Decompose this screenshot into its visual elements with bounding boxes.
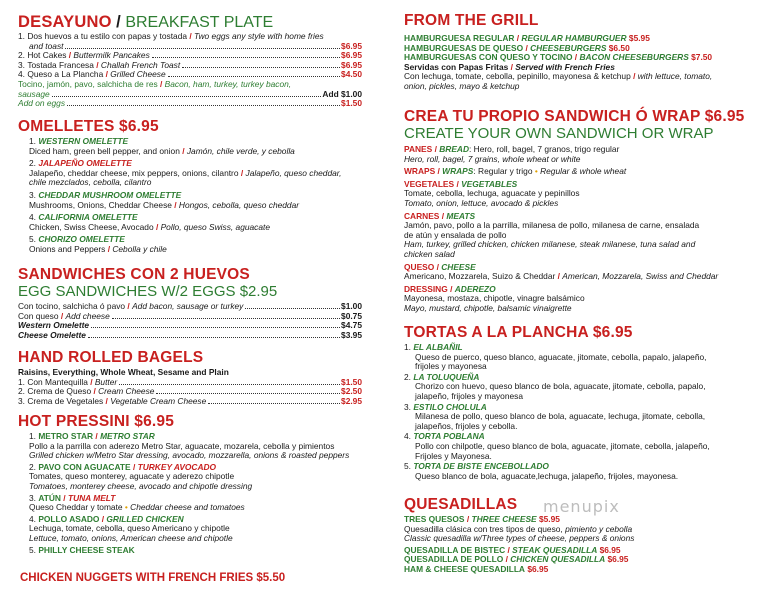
item-desc-cont: jalapeño, frijoles y mayonesa — [415, 390, 524, 401]
breakfast-title — [18, 13, 273, 32]
group-l1: Mayonesa, mostaza, chipotle, vinagre balsámico — [404, 293, 585, 304]
item-number: 4. — [18, 69, 25, 80]
item-desc: Onions and Peppers / Cebolla y chile — [29, 243, 167, 254]
group-l1b: American, Mozzarela, Swiss and Cheddar — [562, 271, 719, 282]
item-number: 2. — [29, 461, 36, 472]
grill-title: FROM THE GRILL — [404, 12, 539, 29]
group-es: DRESSING — [404, 283, 448, 294]
item-number: 3. — [18, 395, 25, 406]
item-name: CALIFORNIA OMELETTE — [38, 212, 138, 223]
item-number: 2. — [404, 371, 411, 382]
pressini-title: HOT PRESSINI $6.95 — [18, 413, 175, 430]
item-price: $4.50 — [341, 69, 362, 80]
list-item: 2. PAVO CON AGUACATE / TURKEY AVOCADO — [29, 461, 217, 472]
item-name-en: TURKEY AVOCADO — [137, 461, 217, 472]
list-item: HAMBURGUESA REGULAR / REGULAR HAMBURGUER $5.95 — [404, 33, 650, 43]
item-name-es: QUESADILLA DE POLLO — [404, 554, 504, 565]
egg-sandwiches-title: SANDWICHES CON 2 HUEVOS — [18, 266, 250, 283]
item-desc-en: Cheddar cheese and tomatoes — [130, 502, 245, 513]
list-item: Con tocino, salchicha ó pavo / Add bacon, sausage or turkey $1.00 — [18, 301, 362, 311]
item-name-en: CHICKEN QUESADILLA — [510, 554, 606, 565]
group-es: CARNES — [404, 210, 440, 221]
item-number: 2. — [18, 50, 25, 61]
item-desc: Jalapeño, cheddar cheese, mix peppers, onions, cilantro / Jalapeño, queso cheddar, — [29, 167, 342, 178]
bagels-list — [18, 368, 362, 406]
item-desc-es: Quesadilla clásica con tres tipos de queso, — [404, 523, 563, 534]
group-es: WRAPS — [404, 166, 436, 177]
item-desc: Queso de puerco, queso blanco, aguacate, jitomate, cebolla, papalo, jalapeño, — [415, 351, 707, 362]
item-desc-es: Lechuga, tomate, cebolla, queso Americano y chipotle — [29, 523, 230, 534]
group-l1-cont: de atún y ensalada de pollo — [404, 229, 507, 240]
item-name-es: Dos huevos a tu estilo con papas y tostada — [27, 31, 188, 41]
bagels-title: HAND ROLLED BAGELS — [18, 349, 204, 366]
omelettes-title: OMELLETES $6.95 — [18, 118, 159, 135]
item-name: TORTA DE BISTE ENCEBOLLADO — [413, 461, 549, 472]
group-l1b: Regular & whole wheat — [540, 166, 627, 177]
addon-price: Add $1.00 — [322, 88, 362, 99]
group-en: ADEREZO — [454, 283, 496, 294]
item-desc-en: Lettuce, tomato, onions, American cheese and chipotle — [29, 532, 233, 543]
item-price: $6.95 — [599, 544, 621, 555]
item-price: $6.95 — [341, 40, 362, 51]
create-list — [404, 145, 752, 314]
tortas-title: TORTAS A LA PLANCHA $6.95 — [404, 324, 633, 341]
quesadillas-list — [404, 515, 752, 575]
item-price: $2.95 — [341, 395, 362, 406]
group-l1: Regular y trigo — [478, 166, 533, 177]
item-name-en: Buttermilk Pancakes — [73, 50, 150, 61]
group-en: CHEESE — [441, 261, 476, 272]
breakfast-list — [18, 32, 362, 109]
item-name-es: Cheese Omelette — [18, 329, 86, 340]
desc-es: Onions and Peppers — [29, 243, 106, 254]
desc-en: Jamón, chile verde, y cebolla — [186, 145, 295, 156]
item-name-es: ATÚN — [38, 492, 61, 503]
item-price: $2.50 — [341, 386, 362, 397]
item-number: 1. — [404, 342, 411, 352]
group-header: DRESSING / ADEREZO — [404, 283, 496, 294]
group-l2: Hero, roll, bagel, 7 grains, whole wheat or white — [404, 153, 581, 164]
grill-toppings: Con lechuga, tomate, cebolla, pepinillo, mayonesa & ketchup / with lettuce, tomato, — [404, 71, 713, 82]
item-number: 3. — [404, 401, 411, 412]
item-name-en: REGULAR HAMBURGUER — [521, 33, 627, 43]
list-item — [18, 331, 362, 341]
item-name: CHEDDAR MUSHROOM OMELETTE — [38, 189, 182, 200]
group-l2: Tomato, onion, lettuce, avocado & pickles — [404, 197, 559, 208]
desc-es: Chicken, Swiss Cheese, Avocado — [29, 221, 154, 232]
item-name-es: Queso a La Plancha — [27, 69, 104, 80]
item-name-en: Grilled Cheese — [110, 69, 166, 80]
item-price: $3.95 — [341, 329, 362, 340]
list-item: 4. POLLO ASADO / GRILLED CHICKEN — [29, 513, 184, 524]
group-es: VEGETALES — [404, 178, 455, 189]
group-l1: Americano, Mozzarela, Suizo & Cheddar — [404, 271, 556, 282]
desc-en: Cebolla y chile — [112, 243, 167, 254]
item-name-es: HAMBURGUESAS DE QUESO — [404, 42, 524, 53]
item-price: $1.50 — [341, 376, 362, 387]
served-en: Served with French Fries — [515, 61, 615, 72]
item-name-en: Vegetable Cream Cheese — [110, 395, 207, 406]
egg-sandwiches-list — [18, 302, 362, 340]
group-en: WRAPS — [442, 166, 474, 177]
item-desc: Queso Cheddar y tomate • Cheddar cheese and tomatoes — [29, 502, 245, 513]
list-item: 1. Con Mantequilla / Butter $1.50 — [18, 376, 362, 387]
item-desc-es-2: pimiento y cebolla — [565, 523, 633, 534]
item-price: $0.75 — [341, 310, 362, 321]
item-name-es: Tostada Francesa — [27, 59, 94, 70]
item-name-en-cont: and toast — [29, 40, 64, 51]
item-name-es: Con queso — [18, 310, 59, 321]
group-l2-cont: chicken salad — [404, 248, 455, 259]
list-item: QUESADILLA DE BISTEC / STEAK QUESADILLA $6.95 — [404, 544, 621, 555]
item-desc: Milanesa de pollo, queso blanco de bola, aguacate, lechuga, jitomate, cebolla, — [415, 411, 706, 422]
item-desc-en: Grilled chicken w/Metro Star dressing, avocado, mozzarella, onions & roasted peppers — [29, 450, 350, 461]
list-item: 2. Crema de Queso / Cream Cheese $2.50 — [18, 386, 362, 397]
list-item: 1. METRO STAR / METRO STAR — [29, 431, 155, 441]
item-number: 4. — [29, 513, 36, 524]
addon-eggs-label: Add on eggs — [18, 98, 66, 109]
grill-list — [404, 34, 752, 92]
item-number: 2. — [29, 158, 36, 169]
list-item: 1. Dos huevos a tu estilo con papas y tostada / Two eggs any style with home fries — [18, 31, 324, 41]
item-desc: Queso blanco de bola, aguacate,lechuga, jalapeño, frijoles, mayonesa. — [415, 470, 679, 481]
group-en: MEATS — [446, 210, 476, 221]
item-name-es: PAVO CON AGUACATE — [38, 461, 131, 472]
item-price: $1.00 — [341, 301, 362, 311]
list-item: 3. Tostada Francesa / Challah French Toast $6.95 — [18, 59, 362, 70]
addon-eggs — [18, 99, 362, 109]
item-number: 1. — [29, 136, 36, 146]
item-name: EL ALBAÑIL — [413, 342, 463, 352]
item-desc-cont: Frijoles y Mayonesa. — [415, 450, 492, 461]
addon-line: Tocino, jamón, pavo, salchicha de res / Bacon, ham, turkey, turkey bacon, — [18, 78, 292, 89]
list-item: Con queso / Add cheese $0.75 — [18, 310, 362, 321]
group-l1: Jamón, pavo, pollo a la parrilla, milanesa de pollo, milanesa de carne, ensalada — [404, 220, 700, 231]
item-name-en: Butter — [94, 376, 118, 387]
group-header: QUESO / CHEESE — [404, 261, 476, 272]
item-number: 3. — [29, 492, 36, 503]
item-desc-en: Classic quesadilla w/Three types of cheese, peppers & onions — [404, 533, 635, 544]
list-item: 2. Hot Cakes / Buttermilk Pancakes $6.95 — [18, 50, 362, 61]
list-item: QUESADILLA DE POLLO / CHICKEN QUESADILLA $6.95 — [404, 554, 629, 565]
item-name-en: GRILLED CHICKEN — [106, 513, 184, 524]
item-price: $6.95 — [527, 563, 549, 574]
addon-es: Tocino, jamón, pavo, salchicha de res — [18, 78, 158, 89]
omelettes-list — [18, 137, 362, 255]
item-desc: Mushrooms, Onions, Cheddar Cheese / Hongos, cebolla, queso cheddar — [29, 199, 300, 210]
item-name-es: PHILLY CHEESE STEAK — [38, 544, 135, 555]
item-name-es: POLLO ASADO — [38, 513, 100, 524]
list-item — [404, 565, 752, 575]
item-number: 4. — [404, 431, 411, 442]
item-name-en: Two eggs any style with home fries — [194, 31, 324, 41]
item-name-es: Western Omelette — [18, 320, 90, 331]
toppings-en-cont: onion, pickles, mayo & ketchup — [404, 80, 520, 91]
addon-line-cont — [18, 90, 362, 100]
group-header: WRAPS / WRAPS: Regular y trigo • Regular & whole wheat — [404, 166, 627, 177]
item-price: $4.75 — [341, 320, 362, 331]
item-number: 2. — [18, 386, 25, 397]
addon-eggs-price: $1.50 — [341, 98, 362, 109]
group-header: PANES / BREAD: Hero, roll, bagel, 7 granos, trigo regular — [404, 144, 620, 154]
item-name-en: THREE CHEESE — [471, 514, 537, 524]
list-item — [18, 546, 362, 556]
item-desc: Pollo con chilpotle, queso blanco de bola, aguacate, jitomate, cebolla, jalapeño, — [415, 440, 710, 451]
item-desc-es: Queso Cheddar y tomate — [29, 502, 123, 513]
item-price: $5.95 — [538, 514, 560, 524]
item-name-es: QUESADILLA DE BISTEC — [404, 544, 506, 555]
item-name-es: HAM & CHEESE QUESADILLA — [404, 563, 525, 574]
breakfast-title-en: BREAKFAST PLATE — [125, 14, 274, 31]
item-name-en: TUNA MELT — [67, 492, 116, 503]
item-name: JALAPEÑO OMELETTE — [38, 158, 132, 169]
egg-sandwiches-subtitle: EGG SANDWICHES W/2 EGGS $2.95 — [18, 283, 278, 300]
item-desc-es: Pollo a la parrilla con aderezo Metro Star, aguacate, mozarela, cebolla y pimientos — [29, 440, 335, 451]
item-name-en: BACON CHEESEBURGERS — [579, 52, 689, 63]
item-name-en: Cream Cheese — [98, 386, 155, 397]
item-number: 1. — [18, 31, 25, 41]
tortas-list — [404, 343, 752, 481]
addon-en-cont: sausage — [18, 88, 50, 99]
item-number: 1. — [29, 431, 36, 441]
item-name: ESTILO CHOLULA — [413, 401, 487, 412]
group-en: VEGETABLES — [461, 178, 518, 189]
item-name-es: Con Mantequilla — [27, 376, 88, 387]
item-desc: Diced ham, green bell pepper, and onion / Jamón, chile verde, y cebolla — [29, 145, 295, 156]
item-name-es: Hot Cakes — [27, 50, 67, 61]
desc-es: Mushrooms, Onions, Cheddar Cheese — [29, 199, 172, 210]
group-line: Americano, Mozzarela, Suizo & Cheddar / American, Mozzarela, Swiss and Cheddar — [404, 271, 719, 282]
list-item: HAMBURGUESAS CON QUESO Y TOCINO / BACON CHEESEBURGERS $7.50 — [404, 52, 713, 63]
group-es: QUESO — [404, 261, 435, 272]
desc-en: Jalapeño, queso cheddar, — [245, 167, 342, 178]
item-name-es: Con tocino, salchicha ó pavo — [18, 301, 126, 311]
item-desc-cont: jalapeños, frijoles y cebolla. — [415, 420, 518, 431]
group-l2: Ham, turkey, grilled chicken, chicken milanese, steak milanese, tuna salad and — [404, 239, 696, 250]
item-desc-en: Tomatoes, monterey cheese, avocado and chipotle dressing — [29, 480, 253, 491]
item-name-en: Challah French Toast — [100, 59, 181, 70]
pressini-list — [18, 432, 362, 555]
toppings-en: with lettuce, tomato, — [637, 71, 713, 82]
item-name-es: HAMBURGUESA REGULAR — [404, 33, 515, 43]
group-es: PANES — [404, 144, 433, 154]
group-l1: Hero, roll, bagel, 7 granos, trigo regular — [473, 144, 620, 154]
list-item: HAMBURGUESAS DE QUESO / CHEESEBURGERS $6.50 — [404, 42, 630, 53]
item-name-es: Crema de Queso — [27, 386, 92, 397]
item-name: LA TOLUQUEÑA — [413, 371, 480, 382]
create-title: CREA TU PROPIO SANDWICH Ó WRAP $6.95 — [404, 108, 745, 125]
item-price: $6.95 — [341, 59, 362, 70]
item-number: 3. — [18, 59, 25, 70]
desc-en: Pollo, queso Swiss, aguacate — [160, 221, 271, 232]
desc-es: Jalapeño, cheddar cheese, mix peppers, onions, cilantro — [29, 167, 239, 178]
item-price: $6.95 — [341, 50, 362, 61]
item-desc: Chorizo con huevo, queso blanco de bola, aguacate, jitomate, cebolla, papalo, — [415, 381, 706, 392]
item-number: 5. — [29, 234, 36, 245]
item-name-en: Add bacon, sausage or turkey — [132, 301, 244, 311]
group-header: VEGETALES / VEGETABLES — [404, 178, 518, 189]
item-number: 3. — [29, 189, 36, 200]
desc-es: Diced ham, green bell pepper, and onion — [29, 145, 180, 156]
item-name-es: Crema de Vegetales — [27, 395, 104, 406]
list-item: 3. Crema de Vegetales / Vegetable Cream Cheese $2.95 — [18, 395, 362, 406]
bagel-varieties: Raisins, Everything, Whole Wheat, Sesame and Plain — [18, 367, 229, 377]
item-name-es: TRES QUESOS — [404, 514, 465, 524]
item-price: $7.50 — [691, 52, 713, 63]
item-name-en: Add cheese — [65, 310, 110, 321]
item-name-es: METRO STAR — [38, 431, 94, 441]
item-name: TORTA POBLANA — [413, 431, 485, 442]
served-es: Servidas con Papas Fritas — [404, 61, 509, 72]
group-en: BREAD — [439, 144, 469, 154]
watermark: menupix — [543, 497, 620, 516]
nuggets-line: CHICKEN NUGGETS WITH FRENCH FRIES $5.50 — [20, 572, 286, 584]
item-price: $6.95 — [607, 554, 629, 565]
list-item: TRES QUESOS / THREE CHEESE $5.95 — [404, 514, 560, 524]
group-l2: Mayo, mustard, chipotle, balsamic vinaigrette — [404, 302, 572, 313]
item-number: 5. — [29, 544, 36, 555]
create-subtitle: CREATE YOUR OWN SANDWICH OR WRAP — [404, 125, 714, 142]
item-price: $5.95 — [628, 33, 650, 43]
item-number: 5. — [404, 461, 411, 472]
breakfast-title-slash: / — [116, 13, 121, 31]
item-desc-cont: frijoles y mayonesa — [415, 361, 487, 372]
item-name-es: HAMBURGUESAS CON QUESO Y TOCINO — [404, 52, 573, 63]
item-name: CHORIZO OMELETTE — [38, 234, 125, 245]
toppings-es: Con lechuga, tomate, cebolla, pepinillo, mayonesa & ketchup — [404, 71, 631, 82]
group-l1: Tomate, cebolla, lechuga, aguacate y pepinillos — [404, 188, 580, 199]
desc-en: Hongos, cebolla, queso cheddar — [178, 199, 300, 210]
group-header: CARNES / MEATS — [404, 210, 476, 221]
item-name-en: METRO STAR — [100, 431, 155, 441]
list-item: 4. Queso a La Plancha / Grilled Cheese $4.50 — [18, 69, 362, 80]
served-with: Servidas con Papas Fritas / Served with French Fries — [404, 61, 615, 72]
breakfast-title-es: DESAYUNO — [18, 13, 112, 31]
item-desc: Chicken, Swiss Cheese, Avocado / Pollo, queso Swiss, aguacate — [29, 221, 271, 232]
item-number: 1. — [18, 376, 25, 387]
item-number: 4. — [29, 212, 36, 223]
addon-en: Bacon, ham, turkey, turkey bacon, — [164, 78, 292, 89]
desc-en-cont: chile mezclados, cebolla, cilantro — [29, 177, 152, 188]
quesadillas-title: QUESADILLAS — [404, 496, 518, 513]
list-item: 3. ATÚN / TUNA MELT — [29, 492, 116, 503]
item-price: $6.50 — [608, 42, 630, 53]
item-desc-es: Tomates, queso monterey, aguacate y aderezo chipotle — [29, 471, 235, 482]
item-name-en: CHEESEBURGERS — [530, 42, 607, 53]
item-name: WESTERN OMELETTE — [38, 136, 129, 146]
item-name-en: STEAK QUESADILLA — [512, 544, 598, 555]
